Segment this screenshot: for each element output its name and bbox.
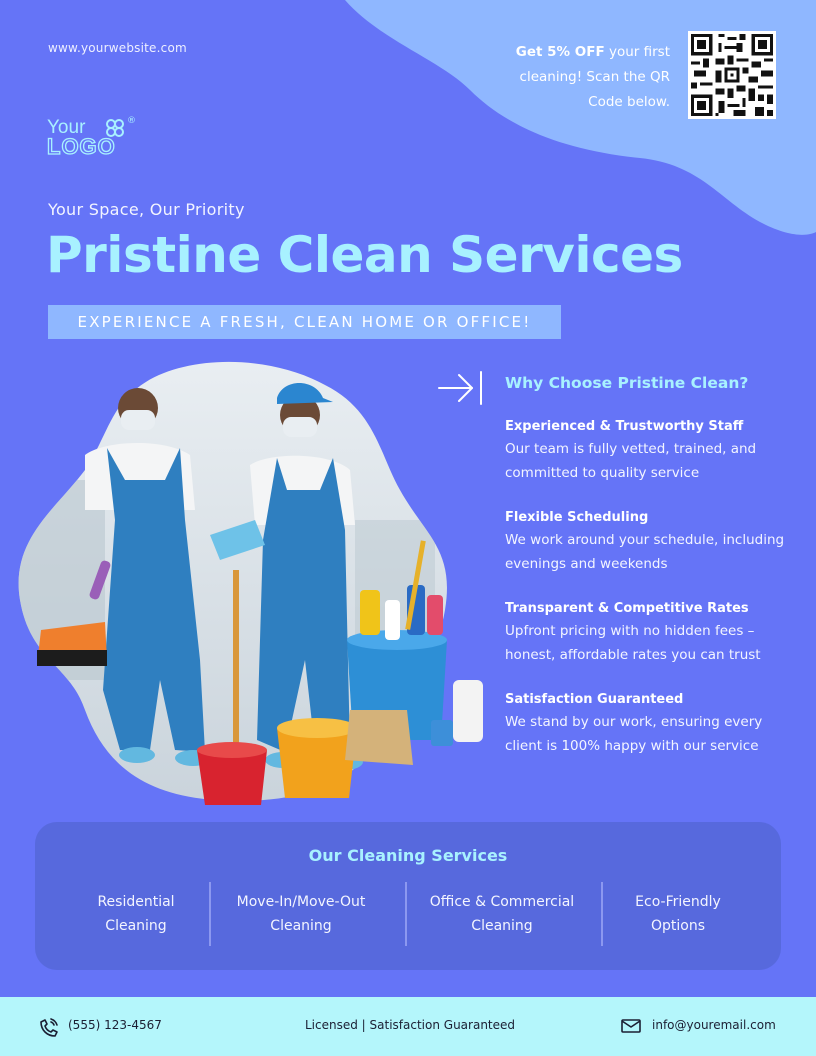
why-choose-heading: Why Choose Pristine Clean? xyxy=(505,374,749,392)
service-residential xyxy=(55,890,217,938)
feature-item xyxy=(505,417,795,485)
services-row xyxy=(35,882,781,946)
feature-title: Flexible Scheduling xyxy=(505,510,649,525)
service-line1: Move-In/Move-Out xyxy=(236,894,366,910)
feature-text: We work around your schedule, including evenings and weekends xyxy=(505,532,785,572)
service-divider xyxy=(209,882,211,946)
promo-bold: Get 5% OFF xyxy=(515,44,605,60)
service-line2: Cleaning xyxy=(105,918,167,934)
feature-item xyxy=(505,690,795,758)
footer-tagline: Licensed | Satisfaction Guaranteed xyxy=(305,1018,516,1032)
feature-text: Upfront pricing with no hidden fees – honest, affordable rates you can trust xyxy=(505,623,761,663)
feature-title: Satisfaction Guaranteed xyxy=(505,692,684,707)
feature-title: Transparent & Competitive Rates xyxy=(505,601,749,616)
services-panel xyxy=(35,822,781,970)
service-line1: Office & Commercial xyxy=(429,894,575,910)
feature-item xyxy=(505,599,795,667)
service-office xyxy=(409,890,595,938)
logo-registered-mark: ® xyxy=(127,116,136,126)
promo-text xyxy=(500,40,670,115)
service-line1: Eco-Friendly xyxy=(635,894,721,910)
company-logo[interactable] xyxy=(47,117,147,161)
services-heading: Our Cleaning Services xyxy=(308,846,508,865)
service-line2: Cleaning xyxy=(471,918,533,934)
email-address[interactable]: info@youremail.com xyxy=(652,1018,776,1032)
service-line1: Residential xyxy=(97,894,175,910)
service-divider xyxy=(405,882,407,946)
service-divider xyxy=(601,882,603,946)
feature-title: Experienced & Trustworthy Staff xyxy=(505,419,744,434)
service-move xyxy=(215,890,387,938)
tagline: Your Space, Our Priority xyxy=(48,200,245,219)
mail-icon xyxy=(621,1019,641,1033)
service-line2: Options xyxy=(650,918,706,934)
cleaners-photo xyxy=(15,360,485,815)
feature-text: Our team is fully vetted, trained, and committed to quality service xyxy=(505,441,757,481)
logo-your: Your xyxy=(47,117,86,138)
qr-code[interactable] xyxy=(688,31,776,119)
feature-item xyxy=(505,508,795,576)
phone-icon xyxy=(37,1016,61,1038)
footer-bar xyxy=(0,997,816,1056)
service-line2: Cleaning xyxy=(270,918,332,934)
website-url[interactable]: www.yourwebsite.com xyxy=(48,41,187,55)
service-eco xyxy=(605,890,751,938)
logo-wordmark: LOGO xyxy=(47,134,116,159)
promo-rest: your first cleaning! Scan the QR Code below. xyxy=(519,44,670,110)
subtitle-text: EXPERIENCE A FRESH, CLEAN HOME OR OFFICE! xyxy=(77,313,532,331)
page-title: Pristine Clean Services xyxy=(46,226,683,284)
arrow-right-icon xyxy=(436,370,484,406)
features-list xyxy=(505,417,795,781)
phone-number[interactable]: (555) 123-4567 xyxy=(68,1018,162,1032)
feature-text: We stand by our work, ensuring every client is 100% happy with our service xyxy=(505,714,763,754)
subtitle-banner xyxy=(48,305,561,339)
